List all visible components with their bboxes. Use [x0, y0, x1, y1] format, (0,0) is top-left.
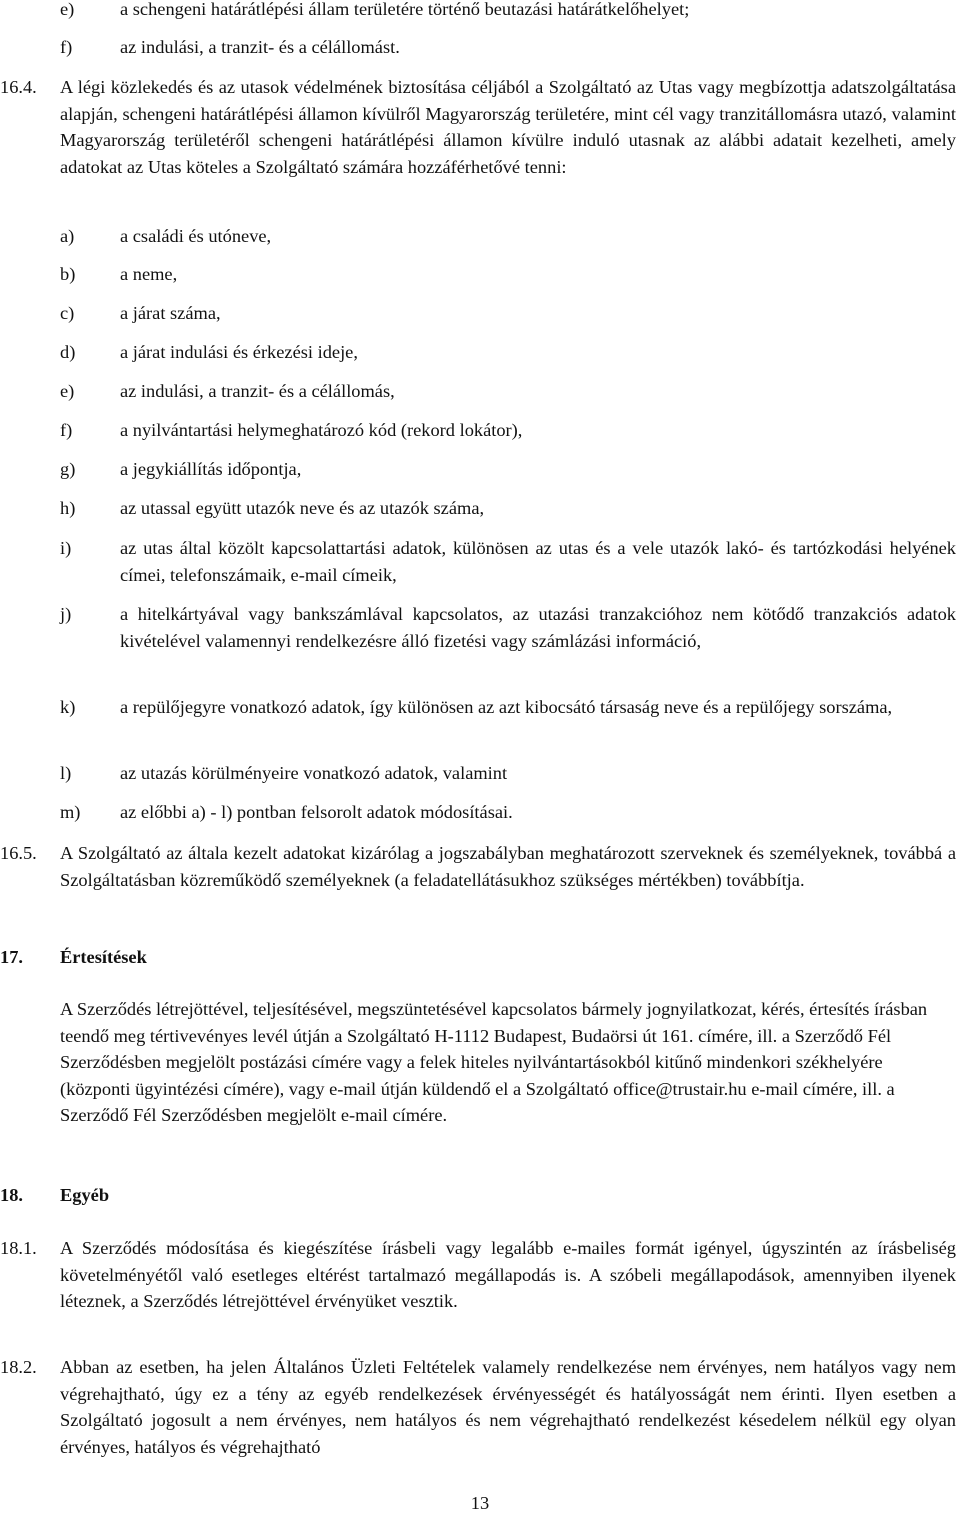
section-text: Abban az esetben, ha jelen Általános Üzleti Feltételek valamely rendelkezése nem érvényes, nem hatályos vagy nem végrehajtható, úgy ez a tény az egyéb rendelkezések érvényességét és hatályosságát nem érinti. Ilyen esetben a Szolgáltató jogosult a nem érvényes, nem hatályos és nem végrehajtható rendelkezést késedelem nélkül egy olyan érvényes, hatályos és végrehajtható — [60, 1357, 956, 1457]
list-item-label: e) — [60, 381, 75, 401]
list-item-text: a repülőjegyre vonatkozó adatok, így különösen az azt kibocsátó társaság neve és a repülőjegy sorszáma, — [120, 697, 893, 717]
heading-number: 18. — [0, 1185, 23, 1205]
section-text: A légi közlekedés és az utasok védelmének biztosítása céljából a Szolgáltató az Utas vagy megbízottja adatszolgáltatása alapján, schengeni határátlépési államon kívülről Magyarország területére, mint cél vagy tranzitállomásra utazó, valamint Magyarország területéről schengeni határátlépési államon kívülre induló utasnak az alábbi adatait kezelheti, amely adatokat az Utas köteles a Szolgáltató számára hozzáférhetővé tenni: — [60, 77, 956, 177]
list-item-label: k) — [60, 697, 76, 717]
list-item-label: d) — [60, 342, 76, 362]
list-item-label: h) — [60, 498, 76, 518]
list-item-label: b) — [60, 264, 76, 284]
list-item-label: a) — [60, 226, 75, 246]
list-item-text: az indulási, a tranzit- és a célállomást. — [120, 37, 400, 57]
section-number: 18.2. — [0, 1357, 37, 1377]
list-item-label: j) — [60, 604, 72, 624]
list-item-text: a nyilvántartási helymeghatározó kód (rekord lokátor), — [120, 420, 523, 440]
list-item-text: a járat indulási és érkezési ideje, — [120, 342, 358, 362]
list-item-label: g) — [60, 459, 76, 479]
list-item-label: e) — [60, 0, 75, 19]
list-item-label: c) — [60, 303, 75, 323]
list-item-label: l) — [60, 763, 72, 783]
section-number: 16.5. — [0, 843, 37, 863]
heading-title: Értesítések — [60, 947, 147, 967]
page-number: 13 — [470, 1493, 490, 1513]
list-item-text: a járat száma, — [120, 303, 221, 323]
list-item-label: m) — [60, 802, 81, 822]
section-text: A Szolgáltató az általa kezelt adatokat kizárólag a jogszabályban meghatározott szerveknek és személyeknek, továbbá a Szolgáltatásban közreműködő személyeknek (a feladatellátásukhoz szükséges mértékben) továbbítja. — [60, 843, 956, 890]
list-item-text: az előbbi a) - l) pontban felsorolt adatok módosításai. — [120, 802, 513, 822]
list-item-text: a schengeni határátlépési állam területére történő beutazási határátkelőhelyet; — [120, 0, 690, 19]
paragraph-text: A Szerződés létrejöttével, teljesítésével, megszüntetésével kapcsolatos bármely jognyilatkozat, kérés, értesítés írásban teendő meg tértivevényes levél útján a Szolgáltató H-1112 Budapest, Budaörsi út 161. címére, ill. a Szerződő Fél Szerződésben megjelölt postázási címére vagy a felek hiteles nyilvántartásokból kitűnő mindenkori székhelyére (központi ügyintézési címére), vagy e-mail útján küldendő el a Szolgáltató office@trustair.hu e-mail címére, ill. a Szerződő Fél Szerződésben megjelölt e-mail címére. — [60, 999, 928, 1125]
list-item-text: a jegykiállítás időpontja, — [120, 459, 302, 479]
list-item-label: f) — [60, 420, 73, 440]
heading-title: Egyéb — [60, 1185, 110, 1205]
list-item-text: a hitelkártyával vagy bankszámlával kapcsolatos, az utazási tranzakcióhoz nem kötődő tranzakciós adatok kivételével valamennyi rendelkezésre álló fizetési vagy számlázási információ, — [120, 604, 956, 651]
list-item-label: i) — [60, 538, 72, 558]
section-number: 18.1. — [0, 1238, 37, 1258]
list-item-text: a családi és utóneve, — [120, 226, 272, 246]
list-item-text: a neme, — [120, 264, 178, 284]
list-item-text: az indulási, a tranzit- és a célállomás, — [120, 381, 395, 401]
list-item-text: az utas által közölt kapcsolattartási adatok, különösen az utas és a vele utazók lakó- és tartózkodási helyének címei, telefonszámaik, e-mail címeik, — [120, 538, 956, 585]
list-item-text: az utassal együtt utazók neve és az utazók száma, — [120, 498, 485, 518]
list-item-label: f) — [60, 37, 73, 57]
heading-number: 17. — [0, 947, 23, 967]
list-item-text: az utazás körülményeire vonatkozó adatok, valamint — [120, 763, 508, 783]
section-text: A Szerződés módosítása és kiegészítése írásbeli vagy legalább e-mailes formát igényel, úgyszintén az írásbeliség követelményétől való esetleges eltérést tartalmazó megállapodás is. A szóbeli megállapodások, amennyiben ilyenek léteznek, a Szerződés létrejöttével érvényüket vesztik. — [60, 1238, 956, 1311]
section-number: 16.4. — [0, 77, 37, 97]
